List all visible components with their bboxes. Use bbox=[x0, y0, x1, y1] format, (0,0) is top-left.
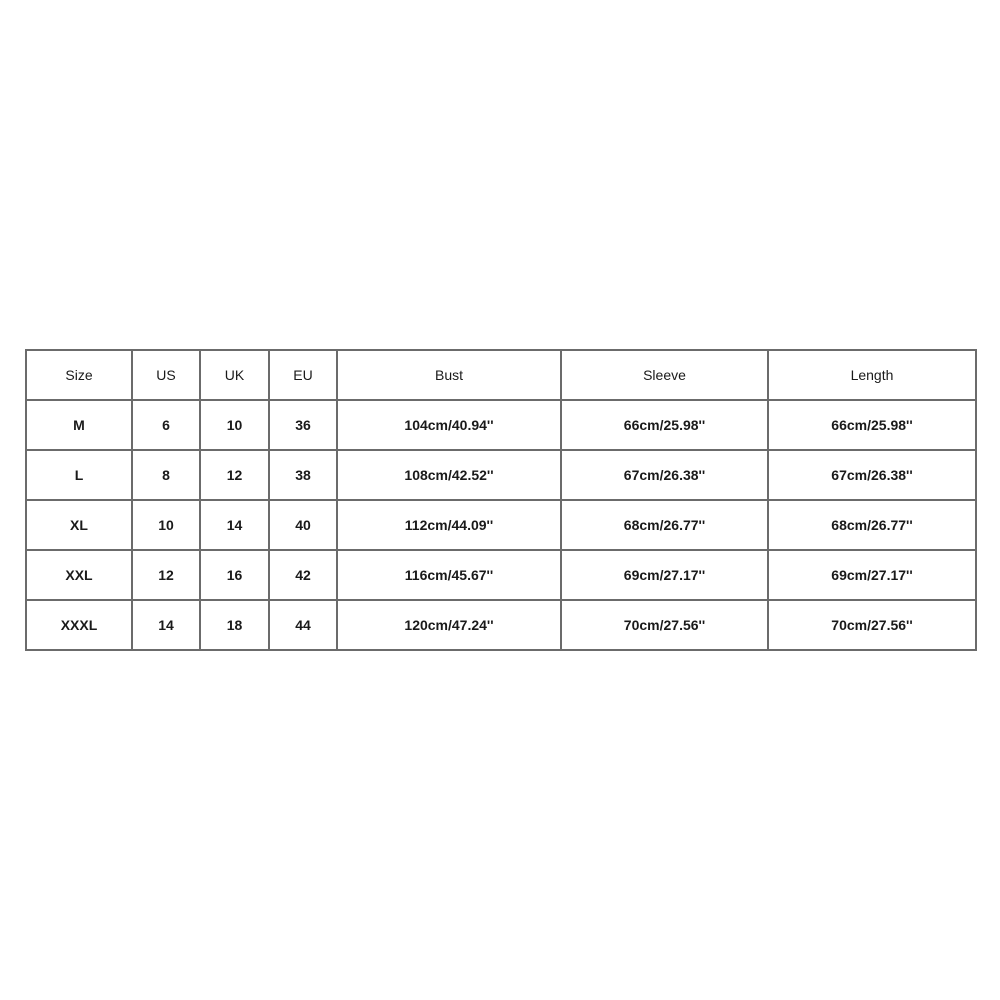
cell-sleeve: 70cm/27.56'' bbox=[561, 600, 768, 650]
cell-sleeve: 67cm/26.38'' bbox=[561, 450, 768, 500]
cell-eu: 38 bbox=[269, 450, 337, 500]
header-size: Size bbox=[26, 350, 132, 400]
cell-length: 67cm/26.38'' bbox=[768, 450, 976, 500]
cell-eu: 44 bbox=[269, 600, 337, 650]
table-row bbox=[26, 400, 976, 450]
cell-bust: 116cm/45.67'' bbox=[337, 550, 561, 600]
cell-uk: 16 bbox=[200, 550, 269, 600]
header-us: US bbox=[132, 350, 200, 400]
cell-bust: 104cm/40.94'' bbox=[337, 400, 561, 450]
header-eu: EU bbox=[269, 350, 337, 400]
cell-size: XXL bbox=[26, 550, 132, 600]
cell-bust: 112cm/44.09'' bbox=[337, 500, 561, 550]
cell-eu: 36 bbox=[269, 400, 337, 450]
table-row bbox=[26, 550, 976, 600]
header-row bbox=[26, 350, 976, 400]
cell-size: M bbox=[26, 400, 132, 450]
cell-us: 14 bbox=[132, 600, 200, 650]
header-bust: Bust bbox=[337, 350, 561, 400]
size-chart-table bbox=[25, 349, 977, 651]
cell-uk: 12 bbox=[200, 450, 269, 500]
cell-bust: 120cm/47.24'' bbox=[337, 600, 561, 650]
cell-us: 8 bbox=[132, 450, 200, 500]
cell-length: 70cm/27.56'' bbox=[768, 600, 976, 650]
table-row bbox=[26, 450, 976, 500]
cell-size: L bbox=[26, 450, 132, 500]
cell-sleeve: 66cm/25.98'' bbox=[561, 400, 768, 450]
header-sleeve: Sleeve bbox=[561, 350, 768, 400]
cell-sleeve: 69cm/27.17'' bbox=[561, 550, 768, 600]
cell-us: 6 bbox=[132, 400, 200, 450]
table-row bbox=[26, 600, 976, 650]
cell-size: XL bbox=[26, 500, 132, 550]
cell-length: 66cm/25.98'' bbox=[768, 400, 976, 450]
header-length: Length bbox=[768, 350, 976, 400]
header-uk: UK bbox=[200, 350, 269, 400]
cell-length: 69cm/27.17'' bbox=[768, 550, 976, 600]
cell-length: 68cm/26.77'' bbox=[768, 500, 976, 550]
cell-us: 10 bbox=[132, 500, 200, 550]
table-row bbox=[26, 500, 976, 550]
cell-us: 12 bbox=[132, 550, 200, 600]
cell-sleeve: 68cm/26.77'' bbox=[561, 500, 768, 550]
cell-bust: 108cm/42.52'' bbox=[337, 450, 561, 500]
cell-eu: 42 bbox=[269, 550, 337, 600]
cell-uk: 10 bbox=[200, 400, 269, 450]
cell-uk: 14 bbox=[200, 500, 269, 550]
cell-uk: 18 bbox=[200, 600, 269, 650]
cell-size: XXXL bbox=[26, 600, 132, 650]
cell-eu: 40 bbox=[269, 500, 337, 550]
